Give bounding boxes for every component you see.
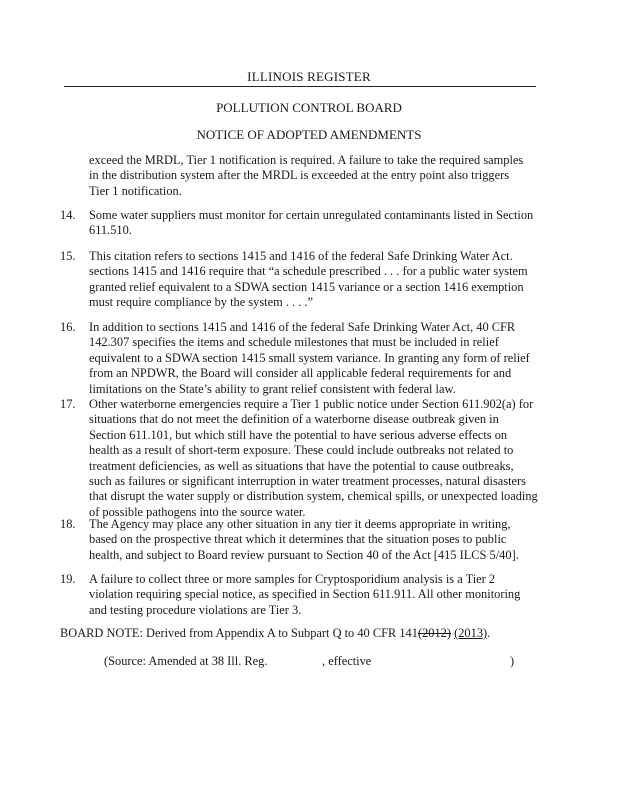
- item-text: Some water suppliers must monitor for certain unregulated contaminants listed in Section 611.510.: [89, 208, 534, 238]
- item-text: Other waterborne emergencies require a Tier 1 public notice under Section 611.902(a) for situations that do not meet the definition of a waterborne disease outbreak given in Section 611.101, but which still have the potential to have serious adverse effects on health as a result of short-term exposure. These could include outbreaks not related to treatment deficiencies, as well as situations that have the potential to cause outbreaks, such as failures or significant interruption in water treatment processes, natural disasters that disrupt the water supply or distribution system, chemical spills, or unexpected loading of possible pathogens into the source water.: [89, 397, 538, 519]
- continuation-paragraph: exceed the MRDL, Tier 1 notification is required. A failure to take the required samples in the distribution system after the MRDL is exceeded at the entry point also triggers Tier 1 notification.: [89, 153, 524, 198]
- item-number: 16.: [60, 320, 76, 334]
- source-close-paren: ): [510, 654, 515, 668]
- item-number: 18.: [60, 517, 76, 531]
- notice-title: NOTICE OF ADOPTED AMENDMENTS: [196, 127, 422, 142]
- item-number: 17.: [60, 397, 76, 411]
- header-rule: [64, 86, 536, 87]
- item-text: The Agency may place any other situation in any tier it deems appropriate in writing, based on the prospective threat which it determines that the situation poses to public health, and subject to Board review pursuant to Section 40 of the Act [415 ILCS 5/40].: [89, 517, 519, 562]
- item-text: This citation refers to sections 1415 and 1416 of the federal Safe Drinking Water Act. sections 1415 and 1416 require that “a schedule prescribed . . . for a public water system granted relief equivalent to a SDWA section 1415 variance or a section 1416 exemption must require compliance by the system . . . .”: [89, 249, 528, 310]
- board-note-period: .: [487, 626, 491, 640]
- register-title: ILLINOIS REGISTER: [247, 69, 371, 84]
- inserted-year: (2013): [454, 626, 488, 640]
- deleted-year: (2012): [417, 626, 451, 640]
- board-note-text: BOARD NOTE: Derived from Appendix A to Subpart Q to 40 CFR 141: [60, 626, 418, 640]
- item-number: 14.: [60, 208, 76, 222]
- item-number: 19.: [60, 572, 76, 586]
- item-number: 15.: [60, 249, 76, 263]
- source-text: (Source: Amended at 38 Ill. Reg.: [104, 654, 268, 668]
- item-text: In addition to sections 1415 and 1416 of the federal Safe Drinking Water Act, 40 CFR 142.307 specifies the items and schedule milestones that must be included in relief equivalent to a SDWA section 1415 small system variance. In granting any form of relief from an NPDWR, the Board will consider all applicable federal requirements for and limitations on the State’s ability to grant relief consistent with federal law.: [89, 320, 530, 396]
- board-name: POLLUTION CONTROL BOARD: [216, 100, 402, 115]
- board-note: [60, 626, 540, 641]
- source-line: [104, 654, 524, 669]
- item-text: A failure to collect three or more samples for Cryptosporidium analysis is a Tier 2 violation requiring special notice, as specified in Section 611.911. All other monitoring and testing procedure violations are Tier 3.: [89, 572, 521, 617]
- source-effective: , effective: [322, 654, 372, 668]
